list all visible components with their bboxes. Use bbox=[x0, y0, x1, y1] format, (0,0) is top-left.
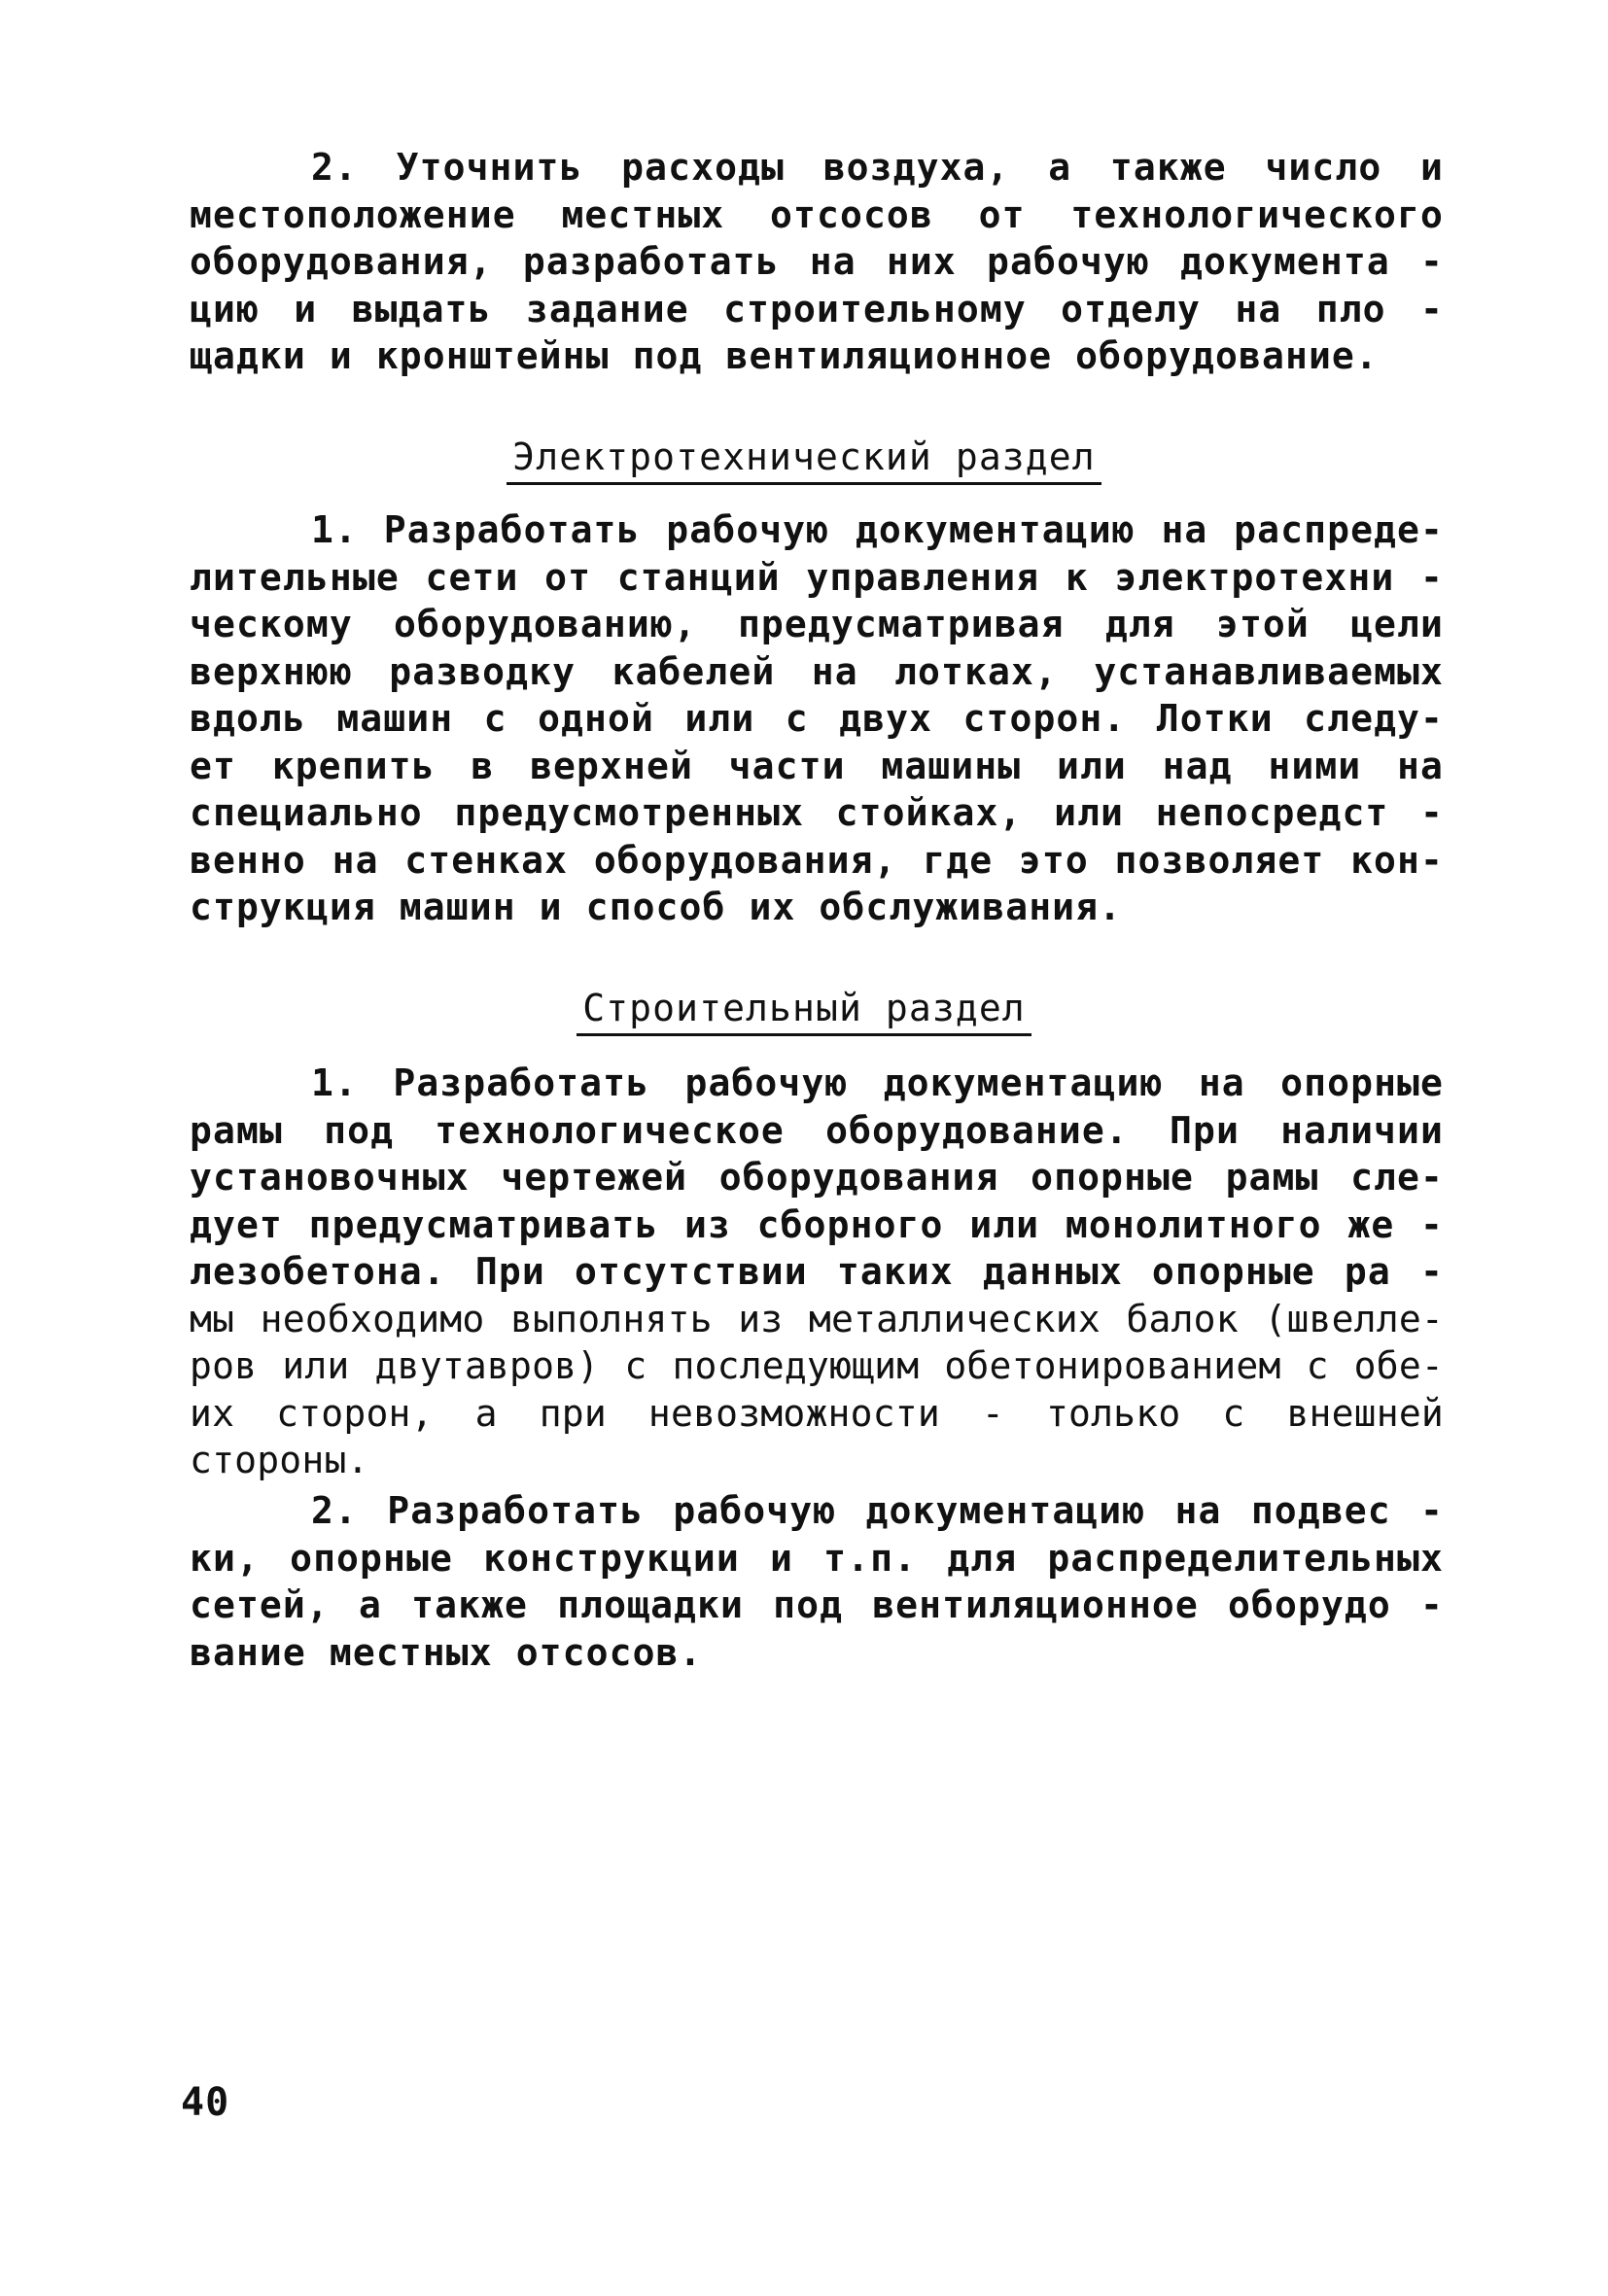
electrical-item-1 bbox=[190, 506, 1444, 931]
paragraph-line: оборудования, разработать на них рабочую документа - bbox=[190, 240, 1444, 283]
section-heading-text: Электротехнический раздел bbox=[507, 434, 1101, 485]
paragraph-line: щадки и кронштейны под вентиляционное оборудование. bbox=[190, 334, 1379, 377]
paragraph-line: вдоль машин с одной или с двух сторон. Лотки следу- bbox=[190, 697, 1444, 740]
paragraph-line: 2. Уточнить расходы воздуха, а также число и bbox=[311, 146, 1444, 189]
paragraph-line: ки, опорные конструкции и т.п. для распределительных bbox=[190, 1536, 1444, 1580]
paragraph-line: ет крепить в верхней части машины или над ними на bbox=[190, 744, 1444, 787]
paragraph-line: лительные сети от станций управления к электротехни - bbox=[190, 555, 1444, 599]
paragraph-line: дует предусматривать из сборного или монолитного же - bbox=[190, 1202, 1444, 1246]
paragraph-line: рамы под технологическое оборудование. При наличии bbox=[190, 1108, 1444, 1152]
section-heading-electrical bbox=[0, 434, 1608, 485]
section-heading-text: Строительный раздел bbox=[577, 985, 1031, 1036]
section-heading-construction bbox=[0, 985, 1608, 1036]
paragraph-line: ческому оборудованию, предусматривая для этой цели bbox=[190, 603, 1444, 645]
paragraph-line: струкция машин и способ их обслуживания. bbox=[190, 886, 1123, 928]
paragraph-line: ров или двутавров) с последующим обетонированием с обе- bbox=[190, 1344, 1444, 1387]
paragraph-line: их сторон, а при невозможности - только с внешней bbox=[190, 1391, 1444, 1435]
paragraph-line: 2. Разработать рабочую документацию на подвес - bbox=[311, 1489, 1444, 1532]
ventilation-item-2 bbox=[190, 144, 1444, 380]
paragraph-line: цию и выдать задание строительному отделу на пло - bbox=[190, 287, 1444, 330]
paragraph-line: мы необходимо выполнять из металлических балок (швелле- bbox=[190, 1297, 1444, 1340]
paragraph-line: специально предусмотренных стойках, или непосредст - bbox=[190, 791, 1444, 834]
paragraph-line: верхнюю разводку кабелей на лотках, устанавливаемых bbox=[190, 649, 1444, 693]
paragraph-line: лезобетона. При отсутствии таких данных опорные ра - bbox=[190, 1250, 1444, 1293]
paragraph-line: сетей, а также площадки под вентиляционное оборудо - bbox=[190, 1583, 1444, 1626]
paragraph-line: венно на стенках оборудования, где это позволяет кон- bbox=[190, 838, 1444, 882]
construction-item-2 bbox=[190, 1487, 1444, 1676]
paragraph-line: вание местных отсосов. bbox=[190, 1630, 703, 1674]
page-number: 40 bbox=[181, 2080, 230, 2125]
paragraph-line: стороны. bbox=[190, 1439, 369, 1481]
paragraph-line: местоположение местных отсосов от технологического bbox=[190, 192, 1444, 236]
paragraph-line: 1. Разработать рабочую документацию на опорные bbox=[311, 1061, 1444, 1104]
construction-item-1 bbox=[190, 1060, 1444, 1484]
paragraph-line: 1. Разработать рабочую документацию на распреде- bbox=[311, 508, 1444, 551]
paragraph-line: установочных чертежей оборудования опорные рамы сле- bbox=[190, 1156, 1444, 1199]
